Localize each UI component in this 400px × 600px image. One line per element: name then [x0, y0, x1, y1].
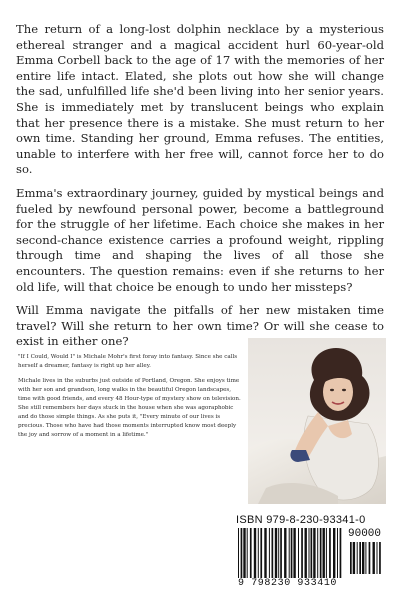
author-bio-paragraph-1: "If I Could, Would I" is Michale Mohr's first foray into fantasy. Since she calls herself a dreamer, fantasy is right up her alley. — [18, 354, 238, 369]
barcode-bar — [333, 528, 335, 578]
back-cover-blurb — [16, 22, 384, 358]
barcode-bar — [373, 542, 375, 574]
author-photo — [248, 338, 386, 504]
blurb-paragraph-2: Emma's extraordinary journey, guided by mystical beings and fueled by newfound personal power, become a battleground for the struggle of her lifetime. Each choice she makes in her second-chance existence carries a profound weight, rippling through time and shaping the lives of all those she encounters. The question remains: even if she returns to her old life, will that choice be enough to undo her missteps? — [16, 185, 384, 294]
barcode-bar — [291, 528, 293, 578]
barcode-bar — [305, 528, 307, 578]
price-code: 90000 — [348, 528, 382, 540]
author-bio — [18, 353, 242, 446]
barcode-bar — [272, 528, 274, 578]
barcode-bar — [289, 528, 290, 578]
barcode-bar — [313, 528, 315, 578]
isbn-label: ISBN 979-8-230-93341-0 — [236, 514, 366, 526]
barcode-bar — [264, 528, 266, 578]
barcode-bar — [301, 528, 303, 578]
barcode-bar — [377, 542, 378, 574]
barcode-bar — [278, 528, 279, 578]
barcode-bar — [280, 528, 282, 578]
barcode-bar — [269, 528, 270, 578]
barcode-bar — [298, 528, 299, 578]
isbn-barcode-block — [236, 514, 384, 594]
barcode-bar — [353, 542, 355, 574]
barcode-bar — [320, 528, 322, 578]
barcode-bar — [238, 528, 239, 578]
barcode-bar — [254, 528, 256, 578]
barcode-bar — [260, 528, 262, 578]
barcode-bar — [337, 528, 338, 578]
barcode-bar — [258, 528, 259, 578]
blurb-paragraph-3: Will Emma navigate the pitfalls of her new mistaken time travel? Will she return to her own time? Or will she cease to exist in either one? — [16, 303, 384, 349]
barcode-digits: 9 798230 933410 — [238, 578, 338, 589]
barcode-bar — [243, 528, 245, 578]
price-barcode — [348, 542, 382, 574]
barcode-bar — [359, 542, 361, 574]
author-bio-paragraph-2: Michale lives in the suburbs just outside of Portland, Oregon. She enjoys time with her son and grandson, long walks in the beautiful Oregon landscapes, time with good friends, and every 48 Hour-type of mystery show on television. She still remembers her days stuck in the house when she was agoraphobic and do those simple things. As she puts it, "Every minute of our lives is precious. Those who have had those moments interrupted know most deeply the joy and sorrow of a moment in a lifetime." — [18, 378, 241, 438]
barcode-bar — [362, 542, 364, 574]
barcode-bar — [329, 528, 331, 578]
barcode-bar — [350, 542, 352, 574]
blurb-paragraph-1: The return of a long-lost dolphin necklace by a mysterious ethereal stranger and a magical accident hurl 60-year-old Emma Corbell back to the age of 17 with the memories of her entire life intact. Elated, she plots out how she will change the sad, unfulfilled life she'd been living into her senior years. She is immediately met by translucent beings who explain that her presence there is a mistake. She must return to her own time. Standing her ground, Emma refuses. The entities, unable to interfere with her free will, cannot force her to do so. — [16, 22, 384, 177]
barcode-bar — [250, 528, 252, 578]
ean-barcode — [236, 528, 344, 578]
barcode-bar — [340, 528, 342, 578]
barcode-bar — [326, 528, 327, 578]
barcode-bar — [365, 542, 366, 574]
barcode-bar — [275, 528, 277, 578]
barcode-bar — [293, 528, 295, 578]
barcode-bar — [379, 542, 381, 574]
barcode-bar — [357, 542, 358, 574]
barcode-bar — [317, 528, 318, 578]
barcode-bar — [309, 528, 310, 578]
barcode-bar — [369, 542, 371, 574]
barcode-bar — [247, 528, 248, 578]
barcode-bar — [284, 528, 286, 578]
barcode-bar — [241, 528, 243, 578]
barcode-bar — [323, 528, 325, 578]
barcode-bar — [311, 528, 313, 578]
